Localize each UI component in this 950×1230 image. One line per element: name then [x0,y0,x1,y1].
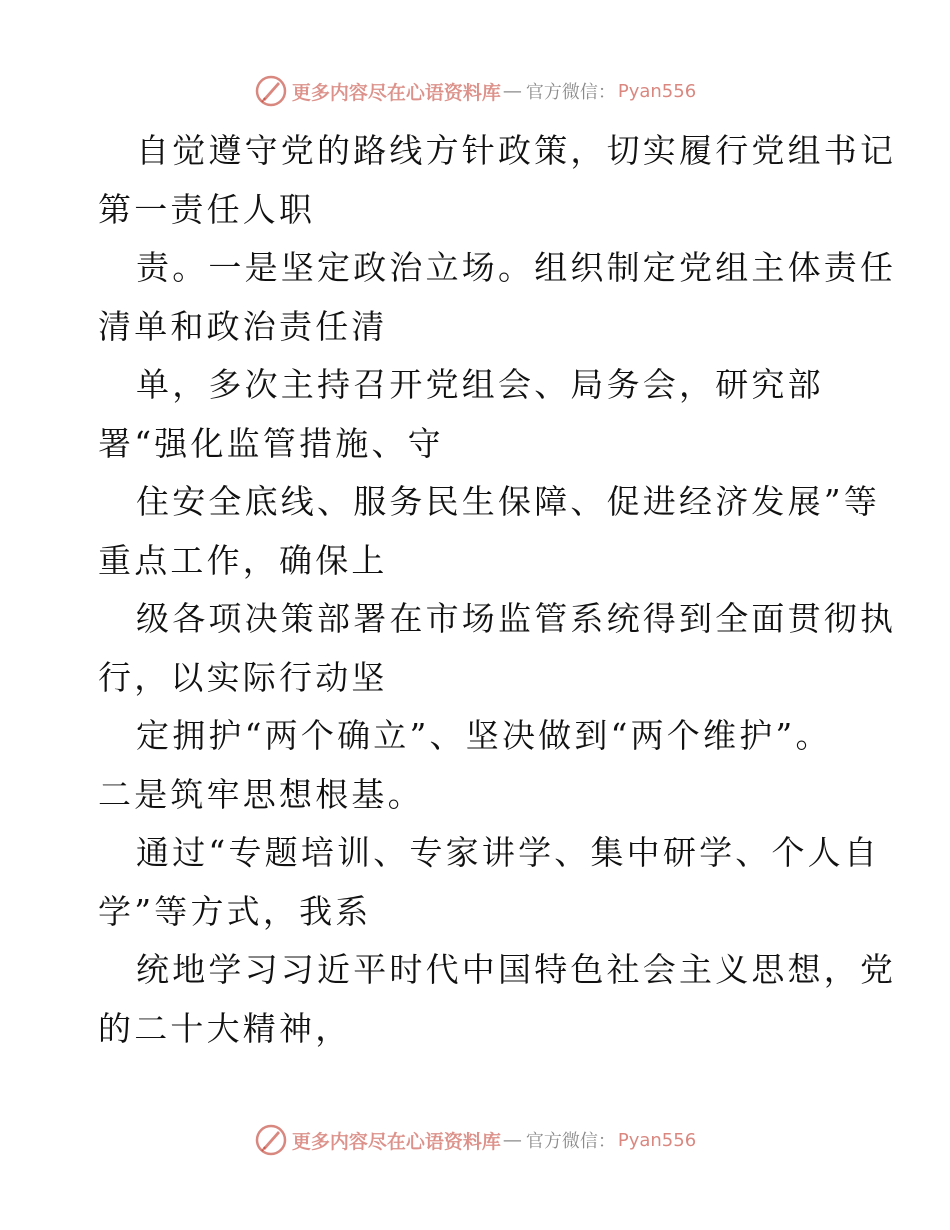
text-line: 的二十大精神， [98,1008,352,1048]
watermark-label: 官方微信： [525,82,616,103]
text-line: 署“强化监管措施、守 [98,423,444,463]
header-watermark [0,71,950,111]
watermark-wechat-id: Pyan556 [617,80,697,102]
text-line: 自觉遵守党的路线方针政策，切实履行党组书记 [136,131,897,170]
text-line: 第一责任人职 [98,189,316,229]
watermark-label: 官方微信： [525,1131,616,1152]
text-line: 学”等方式，我系 [98,891,372,931]
text-line: 住安全底线、服务民生保障、促进经济发展”等 [136,482,881,521]
watermark-brand: 更多内容尽在心语资料库 [291,81,501,104]
text-line: 行，以实际行动坚 [98,657,388,697]
footer-watermark [0,1120,950,1160]
text-line: 二是筑牢思想根基。 [98,774,424,814]
document-body [98,122,897,1058]
text-line: 责。一是坚定政治立场。组织制定党组主体责任 [136,248,897,287]
text-line: 统地学习习近平时代中国特色社会主义思想，党 [136,950,897,989]
text-line: 通过“专题培训、专家讲学、集中研学、个人自 [136,833,881,872]
text-line: 清单和政治责任清 [98,306,388,346]
watermark-brand: 更多内容尽在心语资料库 [291,1130,501,1153]
watermark-wechat-id: Pyan556 [617,1129,697,1151]
text-line: 定拥护“两个确立”、坚决做到“两个维护”。 [136,716,832,755]
quill-logo-icon [254,1123,288,1157]
text-line: 级各项决策部署在市场监管系统得到全面贯彻执 [136,599,897,638]
text-line: 重点工作，确保上 [98,540,388,580]
watermark-separator: — [502,1129,522,1151]
quill-logo-icon [254,74,288,108]
text-line: 单，多次主持召开党组会、局务会，研究部 [136,365,824,404]
watermark-separator: — [502,80,522,102]
